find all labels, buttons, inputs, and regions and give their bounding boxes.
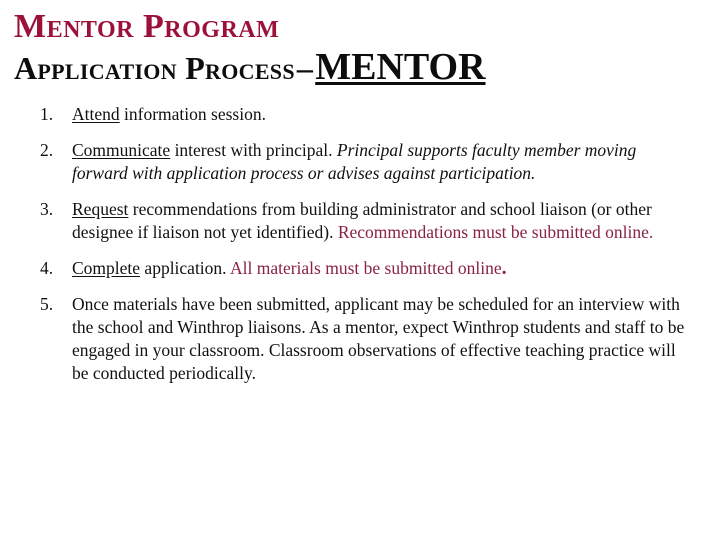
- list-item-number: 5.: [40, 294, 54, 314]
- page-subtitle: [14, 47, 704, 88]
- subtitle-dash: –: [296, 50, 314, 86]
- list-item: [30, 103, 690, 126]
- list-item-body: Once materials have been submitted, applicant may be scheduled for an interview with the school and Winthrop liaisons. As a mentor, expect Winthrop students and staff to be engaged in your classroom. Classroom observations of effective teaching practice will be conducted periodically.: [72, 294, 685, 383]
- list-item-body: interest with principal.: [170, 140, 337, 160]
- list-item-number: 3.: [40, 199, 54, 219]
- title-block: [14, 8, 704, 88]
- subtitle-emphasis-mentor: MENTOR: [315, 46, 486, 88]
- list-item-body: recommendations from building administrator and school liaison (or other designee if liaison not yet identified).: [72, 199, 652, 242]
- list-item: [30, 139, 690, 185]
- list-item-body: application.: [140, 258, 230, 278]
- list-item: [30, 257, 690, 280]
- list-item-maroon-note: Recommendations must be submitted online.: [337, 222, 654, 242]
- list-item-number: 2.: [40, 140, 54, 160]
- list-item: [30, 198, 690, 244]
- application-steps-list: [30, 103, 690, 398]
- list-item-text: [72, 139, 690, 185]
- list-item-number: 4.: [40, 258, 54, 278]
- list-item-body: information session.: [119, 104, 266, 124]
- list-item-italic-note: Principal supports faculty member moving forward with application process or advises against participation.: [72, 140, 637, 183]
- list-item-number: 1.: [40, 104, 54, 124]
- list-item-maroon-period: .: [501, 257, 507, 279]
- list-item-text: [72, 293, 690, 385]
- list-item-keyword: Request: [72, 199, 129, 219]
- list-item: [30, 293, 690, 385]
- list-item-maroon-note: All materials must be submitted online: [229, 258, 502, 278]
- list-item-keyword: Communicate: [72, 140, 171, 160]
- subtitle-prefix: Application Process: [14, 50, 295, 86]
- list-item-text: [72, 198, 690, 244]
- list-item-keyword: Attend: [72, 104, 120, 124]
- list-item-text: [72, 257, 690, 280]
- list-item-text: [72, 103, 690, 126]
- list-item-keyword: Complete: [72, 258, 141, 278]
- page-title: Mentor Program: [14, 8, 280, 45]
